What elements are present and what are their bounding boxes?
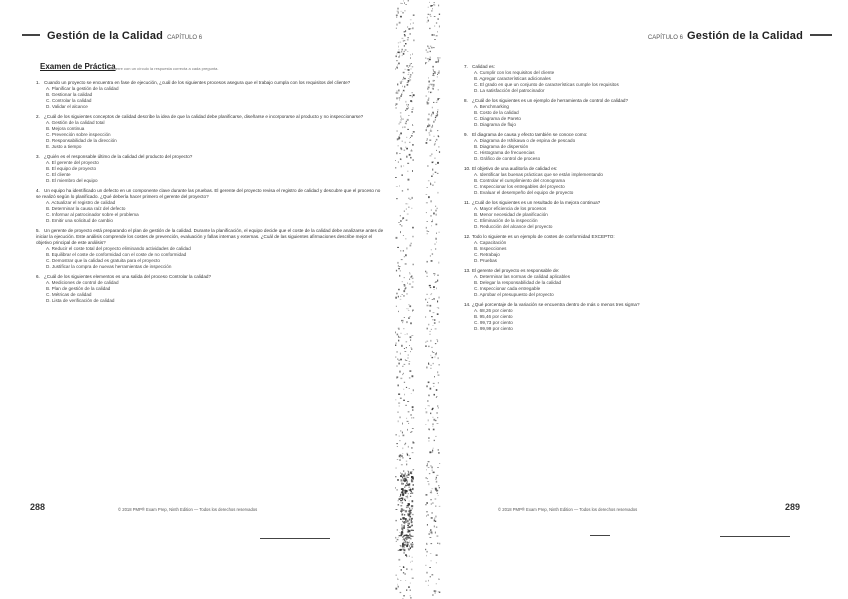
- question-number: 7.: [464, 64, 468, 69]
- answer-option[interactable]: A. Determinar las normas de calidad aplicables: [474, 274, 571, 279]
- answer-option[interactable]: C. Demostrar que la calidad es gratuita para el proyecto: [46, 258, 160, 263]
- answer-option[interactable]: C. Inspeccionar los entregables del proyecto: [474, 184, 565, 189]
- section-title: Examen de Práctica: [40, 62, 116, 71]
- answer-option[interactable]: B. Inspecciones: [474, 246, 507, 251]
- question-number: 5.: [36, 228, 40, 233]
- question-item: [36, 188, 386, 224]
- bottom-mark-right-1: [590, 535, 610, 536]
- answer-option[interactable]: D. Justificar la compra de nuevas herramientas de inspección: [46, 264, 172, 269]
- answer-option[interactable]: A. Identificar las buenas prácticas que se están implementando: [474, 172, 603, 177]
- bottom-mark-left: [260, 538, 330, 539]
- question-number: 14.: [464, 302, 471, 307]
- answer-option[interactable]: C. Controlar la calidad: [46, 98, 92, 103]
- answer-option[interactable]: C. 99,73 por ciento: [474, 320, 513, 325]
- question-item: [36, 80, 386, 110]
- answer-option[interactable]: A. Mediciones de control de calidad: [46, 280, 119, 285]
- question-item: [36, 154, 386, 184]
- right-page-header: [648, 30, 832, 42]
- question-text: ¿Cuál de los siguientes es un ejemplo de herramienta de control de calidad?: [472, 98, 629, 103]
- answer-option[interactable]: D. Pruebas: [474, 258, 497, 263]
- question-number: 8.: [464, 98, 468, 103]
- answer-option[interactable]: D. La satisfacción del patrocinador: [474, 88, 545, 93]
- answer-option[interactable]: D. 99,99 por ciento: [474, 326, 513, 331]
- answer-option[interactable]: C. El cliente: [46, 172, 71, 177]
- question-item: [36, 114, 386, 150]
- right-header-subtitle: CAPÍTULO 6: [647, 35, 683, 41]
- answer-option[interactable]: C. Diagrama de Pareto: [474, 116, 521, 121]
- question-number: 13.: [464, 268, 471, 273]
- answer-option[interactable]: B. 95,46 por ciento: [474, 314, 513, 319]
- left-footer: © 2018 PMP® Exam Prep, Ninth Edition — Todos los derechos reservados: [118, 507, 258, 512]
- left-header-title: Gestión de la Calidad: [47, 30, 164, 42]
- question-text: ¿Cuál de los siguientes es un resultado de la mejora continua?: [472, 200, 601, 205]
- answer-option[interactable]: C. Histograma de frecuencias: [474, 150, 535, 155]
- question-number: 2.: [36, 114, 40, 119]
- left-page-header: [22, 30, 202, 42]
- answer-option[interactable]: A. Reducir el coste total del proyecto eliminando actividades de calidad: [46, 246, 191, 251]
- question-text: Un gerente de proyecto está preparando el plan de gestión de la calidad. Durante la planificación, el equipo decide que el coste de la calidad debe analizarse antes de iniciar la ejecución. Este análisis comprende los costes de prevención, evaluación y fallas internas y externas. ¿Cuál de las siguientes afirmaciones describe mejor el objetivo principal de este análisis?: [36, 228, 384, 245]
- question-text: ¿Qué porcentaje de la variación se encuentra dentro de más o menos tres sigma?: [472, 302, 640, 307]
- answer-option[interactable]: A. El gerente del proyecto: [46, 160, 99, 165]
- question-item: [464, 200, 824, 230]
- answer-option[interactable]: B. Determinar la causa raíz del defecto: [46, 206, 126, 211]
- answer-option[interactable]: C. Retrabajo: [474, 252, 500, 257]
- answer-option[interactable]: C. El grado en que un conjunto de características cumple los requisitos: [474, 82, 619, 87]
- answer-option[interactable]: E. Justo a tiempo: [46, 144, 82, 149]
- question-number: 12.: [464, 234, 471, 239]
- question-item: [464, 98, 824, 128]
- question-text: Todo lo siguiente es un ejemplo de costes de conformidad EXCEPTO:: [472, 234, 615, 239]
- question-number: 3.: [36, 154, 40, 159]
- question-text: El gerente del proyecto es responsable de:: [472, 268, 560, 273]
- answer-option[interactable]: A. Planificar la gestión de la calidad: [46, 86, 119, 91]
- question-number: 6.: [36, 274, 40, 279]
- question-text: ¿Quién es el responsable último de la calidad del producto del proyecto?: [44, 154, 193, 159]
- question-item: [464, 132, 824, 162]
- answer-option[interactable]: D. El miembro del equipo: [46, 178, 98, 183]
- answer-option[interactable]: A. Mayor eficiencia de los procesos: [474, 206, 547, 211]
- question-stem: [36, 228, 386, 246]
- answer-option[interactable]: B. Menor necesidad de planificación: [474, 212, 548, 217]
- answer-option[interactable]: B. Plan de gestión de la calidad: [46, 286, 111, 291]
- question-text: Un equipo ha identificado un defecto en un componente clave durante las pruebas. El gerente del proyecto revisa el registro de calidad y descubre que el proceso no se realizó según lo planificado. ¿Qué debería hacer primero el gerente del proyecto?: [36, 188, 381, 199]
- answer-option[interactable]: C. Métricas de calidad: [46, 292, 92, 297]
- right-page: [438, 0, 848, 599]
- answer-option[interactable]: D. Reducción del alcance del proyecto: [474, 224, 553, 229]
- question-item: [464, 166, 824, 196]
- right-footer: © 2018 PMP® Exam Prep, Ninth Edition — Todos los derechos reservados: [498, 507, 638, 512]
- answer-option[interactable]: B. El equipo de proyecto: [46, 166, 97, 171]
- header-rule-right: [810, 34, 832, 36]
- question-item: [36, 228, 386, 270]
- answer-option[interactable]: D. Responsabilidad de la dirección: [46, 138, 117, 143]
- question-number: 11.: [464, 200, 471, 205]
- question-number: 9.: [464, 132, 468, 137]
- answer-option[interactable]: B. Delegar la responsabilidad de la calidad: [474, 280, 562, 285]
- question-number: 4.: [36, 188, 40, 193]
- answer-option[interactable]: B. Mejora continua: [46, 126, 85, 131]
- answer-option[interactable]: C. Eliminación de la inspección: [474, 218, 538, 223]
- question-stem: [36, 188, 386, 200]
- section-note: Encierre con un círculo la respuesta correcta a cada pregunta.: [108, 66, 219, 71]
- answer-option[interactable]: A. Capacitación: [474, 240, 507, 245]
- answer-option[interactable]: D. Diagrama de flujo: [474, 122, 516, 127]
- question-number: 10.: [464, 166, 471, 171]
- question-text: El objetivo de una auditoría de calidad es:: [472, 166, 558, 171]
- answer-option[interactable]: D. Validar el alcance: [46, 104, 88, 109]
- question-number: 1.: [36, 80, 40, 85]
- left-page: [0, 0, 410, 599]
- right-folio: 289: [784, 502, 800, 512]
- question-item: [464, 64, 824, 94]
- answer-option[interactable]: B. Equilibrar el coste de conformidad con el coste de no conformidad: [46, 252, 187, 257]
- question-item: [36, 274, 386, 304]
- right-header-title: Gestión de la Calidad: [686, 30, 803, 42]
- answer-option[interactable]: A. Gestión de la calidad total: [46, 120, 105, 125]
- left-header-subtitle: CAPÍTULO 6: [167, 35, 203, 41]
- answer-option[interactable]: C. Informar al patrocinador sobre el problema: [46, 212, 139, 217]
- answer-option[interactable]: B. Gestionar la calidad: [46, 92, 93, 97]
- answer-option[interactable]: D. Evaluar el desempeño del equipo de proyecto: [474, 190, 574, 195]
- answer-option[interactable]: C. Inspeccionar cada entregable: [474, 286, 541, 291]
- left-folio: 288: [30, 502, 46, 512]
- answer-option[interactable]: A. Cumplir con los requisitos del cliente: [474, 70, 555, 75]
- answer-option[interactable]: C. Prevención sobre inspección: [46, 132, 111, 137]
- left-question-list: [36, 80, 386, 308]
- book-gutter-shadow: [392, 0, 456, 599]
- question-item: [464, 302, 824, 332]
- question-text: ¿Cuál de los siguientes conceptos de calidad describe la idea de que la calidad debe planificarse, diseñarse e incorporarse al producto y no inspeccionarse?: [44, 114, 364, 119]
- question-item: [464, 268, 824, 298]
- answer-option[interactable]: D. Gráfico de control de proceso: [474, 156, 541, 161]
- answer-option[interactable]: A. Benchmarking: [474, 104, 509, 109]
- question-text: El diagrama de causa y efecto también se conoce como:: [472, 132, 588, 137]
- answer-option[interactable]: D. Emitir una solicitud de cambio: [46, 218, 113, 223]
- answer-option[interactable]: A. Diagrama de Ishikawa o de espina de pescado: [474, 138, 576, 143]
- question-text: Calidad es:: [472, 64, 495, 69]
- bottom-mark-right-2: [720, 536, 790, 537]
- question-item: [464, 234, 824, 264]
- header-rule-left: [22, 34, 40, 36]
- answer-option[interactable]: A. Actualizar el registro de calidad: [46, 200, 116, 205]
- answer-option[interactable]: B. Costo de la calidad: [474, 110, 519, 115]
- answer-option[interactable]: A. 68,26 por ciento: [474, 308, 513, 313]
- answer-option[interactable]: D. Aprobar el presupuesto del proyecto: [474, 292, 554, 297]
- answer-option[interactable]: D. Lista de verificación de calidad: [46, 298, 115, 303]
- question-text: ¿Cuál de los siguientes elementos es una salida del proceso Controlar la calidad?: [44, 274, 212, 279]
- answer-option[interactable]: B. Agregar características adicionales: [474, 76, 551, 81]
- answer-option[interactable]: B. Diagrama de dispersión: [474, 144, 529, 149]
- question-text: Cuando un proyecto se encuentra en fase de ejecución, ¿cuál de los siguientes procesos asegura que el trabajo cumpla con los requisitos del cliente?: [44, 80, 351, 85]
- answer-option[interactable]: B. Controlar el cumplimiento del cronograma: [474, 178, 565, 183]
- right-question-list: [464, 64, 824, 336]
